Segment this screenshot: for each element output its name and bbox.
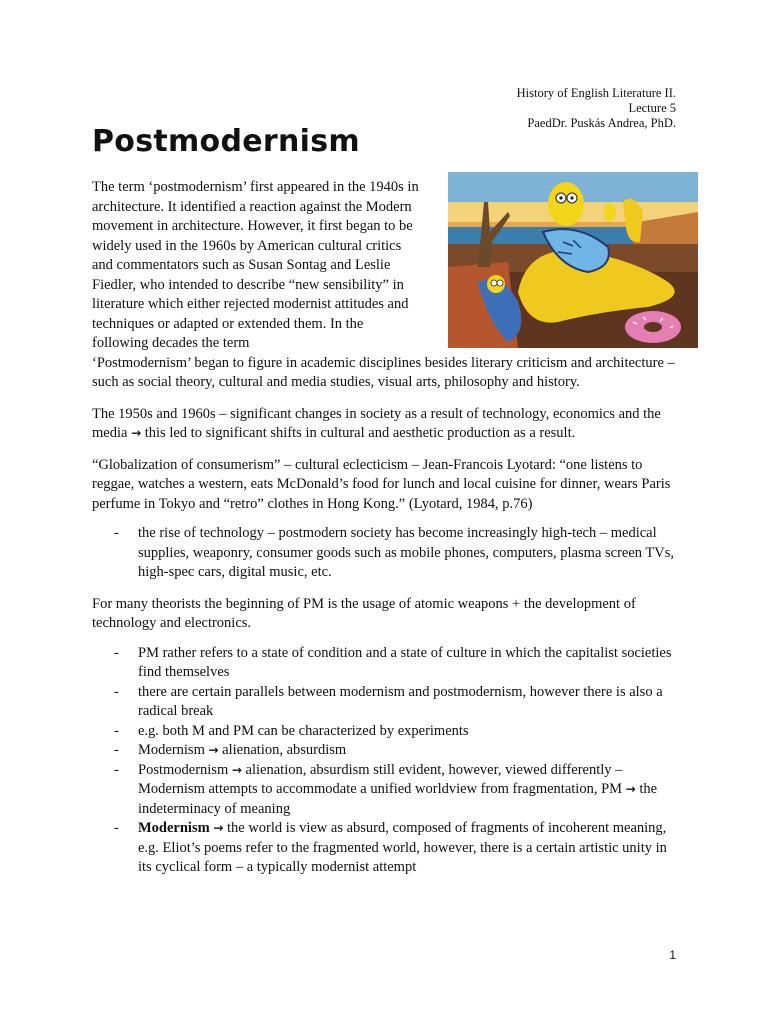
dash-bullet: - [114,683,119,700]
list-item-bold-term: Modernism [138,820,210,836]
list-item [92,722,682,742]
author-name: PaedDr. Puskás Andrea, PhD. [527,116,676,130]
list-item-text: alienation, absurdism [218,742,347,758]
document-header [517,86,676,131]
list-item-text: the rise of technology – postmodern society has become increasingly high-tech – medical supplies, weaponry, consumer goods such as mobile phones, computers, plasma screen TVs, high-spec cars, digital music, etc. [138,525,674,580]
list-item-text: e.g. both M and PM can be characterized by experiments [138,722,469,739]
right-arrow-icon: → [213,821,224,835]
intro-paragraph: The term ‘postmodernism’ first appeared in the 1940s in architecture. It identified a reaction against the Modern movement in architecture. However, it first began to be widely used in the 1960s by American cultural critics and commentators such as Susan Sontag and Leslie Fiedler, who intended to describe “new sensibility” in literature which either rejected modernist attitudes and techniques or adapted or extended them. In the following decades the term [92,179,419,351]
theorists-paragraph: For many theorists the beginning of PM is the usage of atomic weapons + the development of technology and electronics. [92,595,636,631]
dash-bullet: - [114,742,119,758]
list-item-text: PM rather refers to a state of condition and a state of culture in which the capitalist societies find themselves [138,644,672,680]
right-arrow-icon: → [131,426,142,440]
intro-paragraph-continued: ‘Postmodernism’ began to figure in academic disciplines besides literary criticism and architecture – such as social theory, cultural and media studies, visual arts, philosophy and history. [92,354,675,390]
list-item-text: Modernism [138,742,209,758]
list-item-text: Postmodernism [138,761,232,778]
dash-bullet: - [114,644,119,661]
list-item-text: alienation, absurdism still evident, however, viewed differently – Modernism attempts to accommodate a unified worldview from fragmentation, PM [138,761,626,797]
dash-bullet: - [114,761,119,778]
list-item [92,741,682,761]
list-item [92,761,682,820]
page-number: 1 [669,948,676,962]
list-item [92,819,682,878]
dash-bullet: - [114,722,119,739]
page-title: Postmodernism [92,124,360,159]
course-name: History of English Literature II. [516,86,676,100]
changes-text-end: this led to significant shifts in cultural and aesthetic production as a result. [141,425,576,441]
postmodernism-list [92,644,682,878]
list-item-text: the indeterminacy of meaning [138,781,658,817]
dash-bullet: - [114,525,119,541]
lecture-number: Lecture 5 [628,101,676,115]
list-item-text: the world is view as absurd, composed of fragments of incoherent meaning, e.g. Eliot’s poems refer to the fragmented world, however, there is a certain artistic unity in its cyclical form – a typically modernist attempt [138,820,667,875]
list-item [92,644,682,683]
right-arrow-icon: → [625,782,636,796]
right-arrow-icon: → [208,743,219,757]
dash-bullet: - [114,820,119,836]
changes-paragraph [92,405,682,444]
changes-text-start: The 1950s and 1960s – significant changes in society as a result of technology, economics and the media [92,405,661,441]
technology-list [92,524,682,583]
list-item-text: there are certain parallels between modernism and postmodernism, however there is also a radical break [138,683,663,719]
globalization-paragraph: “Globalization of consumerism” – cultural eclecticism – Jean-Francois Lyotard: “one listens to reggae, watches a western, eats McDonald’s food for lunch and local cuisine for dinner, wears Paris perfume in Tokyo and “retro” clothes in Hong Kong.” (Lyotard, 1984, p.76) [92,456,671,512]
document-body [92,178,682,878]
right-arrow-icon: → [231,762,242,777]
list-item [92,683,682,722]
list-item [92,524,682,583]
